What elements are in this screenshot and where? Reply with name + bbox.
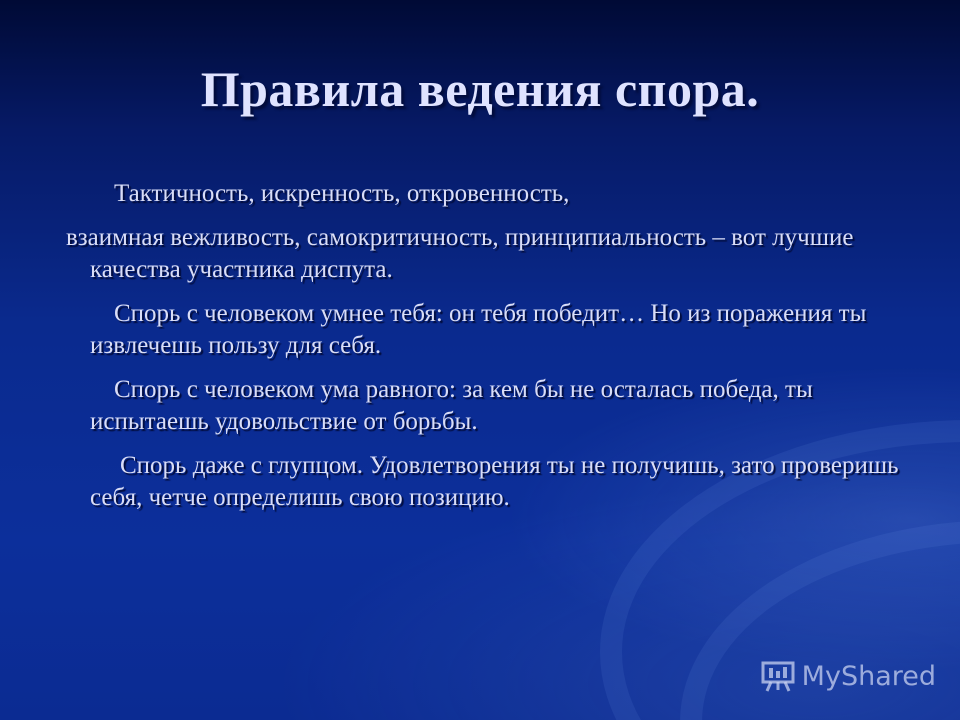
watermark-text: MyShared [801, 660, 936, 692]
paragraph: Спорь с человеком умнее тебя: он тебя победит… Но из поражения ты извлечешь пользу для себя. [90, 300, 867, 359]
myshared-watermark [760, 660, 936, 692]
slide-title: Правила ведения спора. [200, 61, 760, 117]
paragraph: Тактичность, искренность, откровенность, [114, 180, 570, 207]
paragraph: Спорь с человеком ума равного: за кем бы не осталась победа, ты испытаешь удовольствие от борьбы. [90, 376, 813, 435]
paragraph: Спорь даже с глупцом. Удовлетворения ты не получишь, зато проверишь себя, четче определишь свою позицию. [90, 452, 899, 511]
presentation-board-icon [760, 660, 796, 692]
slide-body [66, 178, 910, 526]
paragraph: взаимная вежливость, самокритичность, принципиальность – вот лучшие качества участника диспута. [66, 224, 854, 283]
